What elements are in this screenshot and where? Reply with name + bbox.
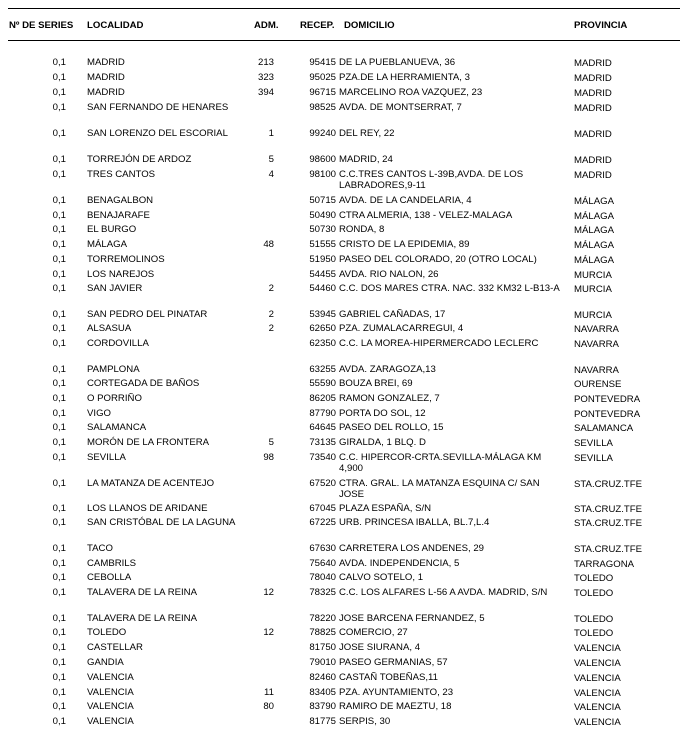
provincia-cell: MÁLAGA (574, 225, 614, 236)
series-cell: 0,1 (52, 378, 66, 389)
recep-cell: 87790 (309, 408, 336, 419)
domicilio-cell: COMERCIO, 27 (339, 627, 408, 638)
series-cell: 0,1 (52, 716, 66, 727)
recep-cell: 62350 (309, 338, 336, 349)
provincia-cell: VALENCIA (574, 688, 621, 699)
series-cell: 0,1 (52, 57, 66, 68)
series-cell: 0,1 (52, 87, 66, 98)
localidad-cell: SEVILLA (87, 452, 126, 463)
series-cell: 0,1 (52, 195, 66, 206)
recep-cell: 73540 (309, 452, 336, 463)
recep-cell: 83790 (309, 701, 336, 712)
header-domicilio: DOMICILIO (344, 20, 395, 31)
series-cell: 0,1 (52, 627, 66, 638)
recep-cell: 50730 (309, 224, 336, 235)
domicilio-cell: C.C. DOS MARES CTRA. NAC. 332 KM32 L-B13-A (339, 283, 560, 294)
provincia-cell: OURENSE (574, 379, 622, 390)
series-cell: 0,1 (52, 210, 66, 221)
localidad-cell: TORREJÓN DE ARDOZ (87, 154, 192, 165)
localidad-cell: SALAMANCA (87, 422, 147, 433)
recep-cell: 67225 (309, 517, 336, 528)
recep-cell: 96715 (309, 87, 336, 98)
domicilio-cell: JOSE SIURANA, 4 (339, 642, 421, 653)
domicilio-cell: PASEO DEL ROLLO, 15 (339, 422, 444, 433)
recep-cell: 62650 (309, 323, 336, 334)
series-cell: 0,1 (52, 672, 66, 683)
localidad-cell: MADRID (87, 87, 125, 98)
header-rule (8, 40, 680, 41)
domicilio-cell: C.C.TRES CANTOS L-39B,AVDA. DE LOS LABRADORES,9-11 (339, 169, 524, 191)
recep-cell: 53945 (309, 309, 336, 320)
provincia-cell: TARRAGONA (574, 559, 635, 570)
provincia-cell: PONTEVEDRA (574, 394, 641, 405)
recep-cell: 99240 (309, 128, 336, 139)
provincia-cell: STA.CRUZ.TFE (574, 544, 643, 555)
header-recep: RECEP. (300, 20, 335, 31)
series-cell: 0,1 (52, 701, 66, 712)
recep-cell: 95415 (309, 57, 336, 68)
adm-cell: 12 (263, 627, 274, 638)
domicilio-cell: CTRA ALMERIA, 138 - VELEZ-MALAGA (339, 210, 513, 221)
provincia-cell: STA.CRUZ.TFE (574, 504, 643, 515)
recep-cell: 86205 (309, 393, 336, 404)
recep-cell: 78220 (309, 613, 336, 624)
localidad-cell: LOS LLANOS DE ARIDANE (87, 503, 208, 514)
provincia-cell: TOLEDO (574, 614, 614, 625)
localidad-cell: VALENCIA (87, 687, 134, 698)
adm-cell: 5 (268, 437, 274, 448)
recep-cell: 75640 (309, 558, 336, 569)
domicilio-cell: CARRETERA LOS ANDENES, 29 (339, 543, 485, 554)
provincia-cell: STA.CRUZ.TFE (574, 518, 643, 529)
recep-cell: 81775 (309, 716, 336, 727)
recep-cell: 83405 (309, 687, 336, 698)
localidad-cell: SAN PEDRO DEL PINATAR (87, 309, 208, 320)
adm-cell: 48 (263, 239, 274, 250)
provincia-cell: SEVILLA (574, 438, 613, 449)
localidad-cell: TALAVERA DE LA REINA (87, 613, 198, 624)
provincia-cell: TOLEDO (574, 573, 614, 584)
adm-cell: 12 (263, 587, 274, 598)
series-cell: 0,1 (52, 283, 66, 294)
series-cell: 0,1 (52, 543, 66, 554)
series-cell: 0,1 (52, 478, 66, 489)
domicilio-cell: PZA.DE LA HERRAMIENTA, 3 (339, 72, 470, 83)
recep-cell: 54455 (309, 269, 336, 280)
adm-cell: 80 (263, 701, 274, 712)
provincia-cell: STA.CRUZ.TFE (574, 479, 643, 490)
localidad-cell: TOLEDO (87, 627, 127, 638)
provincia-cell: MURCIA (574, 310, 612, 321)
provincia-cell: MADRID (574, 155, 612, 166)
adm-cell: 2 (268, 283, 274, 294)
series-cell: 0,1 (52, 517, 66, 528)
domicilio-cell: RAMON GONZALEZ, 7 (339, 393, 440, 404)
series-cell: 0,1 (52, 128, 66, 139)
localidad-cell: SAN LORENZO DEL ESCORIAL (87, 128, 228, 139)
recep-cell: 78325 (309, 587, 336, 598)
recep-cell: 63255 (309, 364, 336, 375)
series-cell: 0,1 (52, 613, 66, 624)
adm-cell: 2 (268, 323, 274, 334)
localidad-cell: VALENCIA (87, 701, 134, 712)
top-rule (8, 8, 680, 9)
provincia-cell: MURCIA (574, 270, 612, 281)
series-cell: 0,1 (52, 687, 66, 698)
localidad-cell: SAN FERNANDO DE HENARES (87, 102, 229, 113)
localidad-cell: VALENCIA (87, 672, 134, 683)
header-adm: ADM. (254, 20, 279, 31)
adm-cell: 11 (264, 687, 274, 698)
localidad-cell: CAMBRILS (87, 558, 137, 569)
recep-cell: 67630 (309, 543, 336, 554)
recep-cell: 79010 (309, 657, 336, 668)
provincia-cell: MADRID (574, 103, 612, 114)
localidad-cell: CASTELLAR (87, 642, 143, 653)
series-cell: 0,1 (52, 452, 66, 463)
domicilio-cell: BOUZA BREI, 69 (339, 378, 413, 389)
localidad-cell: CEBOLLA (87, 572, 132, 583)
domicilio-cell: JOSE BARCENA FERNANDEZ, 5 (339, 613, 485, 624)
domicilio-cell: C.C. HIPERCOR-CRTA.SEVILLA-MÁLAGA KM 4,900 (339, 452, 542, 474)
localidad-cell: VALENCIA (87, 716, 134, 727)
provincia-cell: MADRID (574, 73, 612, 84)
provincia-cell: MÁLAGA (574, 196, 614, 207)
provincia-cell: VALENCIA (574, 702, 621, 713)
domicilio-cell: MADRID, 24 (339, 154, 393, 165)
domicilio-cell: SERPIS, 30 (339, 716, 391, 727)
provincia-cell: MADRID (574, 129, 612, 140)
provincia-cell: VALENCIA (574, 643, 621, 654)
localidad-cell: TORREMOLINOS (87, 254, 165, 265)
localidad-cell: MADRID (87, 72, 125, 83)
series-cell: 0,1 (52, 338, 66, 349)
series-cell: 0,1 (52, 224, 66, 235)
domicilio-cell: AVDA. RIO NALON, 26 (339, 269, 439, 280)
recep-cell: 51555 (309, 239, 336, 250)
series-cell: 0,1 (52, 309, 66, 320)
domicilio-cell: C.C. LOS ALFARES L-56 A AVDA. MADRID, S/N (339, 587, 548, 598)
domicilio-cell: CASTAÑ TOBEÑAS,11 (339, 672, 438, 683)
provincia-cell: NAVARRA (574, 339, 619, 350)
recep-cell: 54460 (309, 283, 336, 294)
adm-cell: 213 (257, 57, 274, 68)
recep-cell: 51950 (309, 254, 336, 265)
adm-cell: 1 (268, 128, 274, 139)
localidad-cell: EL BURGO (87, 224, 137, 235)
provincia-cell: TOLEDO (574, 588, 614, 599)
localidad-cell: BENAGALBON (87, 195, 154, 206)
series-cell: 0,1 (52, 169, 66, 180)
provincia-cell: NAVARRA (574, 365, 619, 376)
adm-cell: 2 (268, 309, 274, 320)
series-cell: 0,1 (52, 642, 66, 653)
localidad-cell: VIGO (87, 408, 111, 419)
header-localidad: LOCALIDAD (87, 20, 144, 31)
provincia-cell: VALENCIA (574, 658, 621, 669)
domicilio-cell: GABRIEL CAÑADAS, 17 (339, 309, 446, 320)
domicilio-cell: AVDA. DE LA CANDELARIA, 4 (339, 195, 472, 206)
domicilio-cell: AVDA. DE MONTSERRAT, 7 (339, 102, 462, 113)
provincia-cell: MÁLAGA (574, 240, 614, 251)
localidad-cell: CORTEGADA DE BAÑOS (87, 378, 200, 389)
header-provincia: PROVINCIA (574, 20, 628, 31)
adm-cell: 323 (257, 72, 274, 83)
series-cell: 0,1 (52, 558, 66, 569)
recep-cell: 64645 (309, 422, 336, 433)
provincia-cell: NAVARRA (574, 324, 619, 335)
localidad-cell: GANDIA (87, 657, 124, 668)
adm-cell: 394 (257, 87, 274, 98)
recep-cell: 98100 (309, 169, 336, 180)
domicilio-cell: URB. PRINCESA IBALLA, BL.7,L.4 (339, 517, 490, 528)
recep-cell: 67520 (309, 478, 336, 489)
recep-cell: 81750 (309, 642, 336, 653)
localidad-cell: MÁLAGA (87, 239, 127, 250)
localidad-cell: LOS NAREJOS (87, 269, 155, 280)
series-cell: 0,1 (52, 393, 66, 404)
provincia-cell: MADRID (574, 88, 612, 99)
localidad-cell: BENAJARAFE (87, 210, 150, 221)
localidad-cell: ALSASUA (87, 323, 132, 334)
series-cell: 0,1 (52, 408, 66, 419)
domicilio-cell: PORTA DO SOL, 12 (339, 408, 426, 419)
localidad-cell: MADRID (87, 57, 125, 68)
recep-cell: 55590 (309, 378, 336, 389)
localidad-cell: SAN CRISTÓBAL DE LA LAGUNA (87, 517, 236, 528)
domicilio-cell: CRISTO DE LA EPIDEMIA, 89 (339, 239, 470, 250)
domicilio-cell: PASEO DEL COLORADO, 20 (OTRO LOCAL) (339, 254, 537, 265)
domicilio-cell: DE LA PUEBLANUEVA, 36 (339, 57, 456, 68)
series-cell: 0,1 (52, 254, 66, 265)
localidad-cell: PAMPLONA (87, 364, 140, 375)
localidad-cell: SAN JAVIER (87, 283, 143, 294)
series-cell: 0,1 (52, 364, 66, 375)
domicilio-cell: DEL REY, 22 (339, 128, 395, 139)
recep-cell: 82460 (309, 672, 336, 683)
localidad-cell: TALAVERA DE LA REINA (87, 587, 198, 598)
localidad-cell: TRES CANTOS (87, 169, 156, 180)
localidad-cell: TACO (87, 543, 113, 554)
series-cell: 0,1 (52, 269, 66, 280)
domicilio-cell: PZA. AYUNTAMIENTO, 23 (339, 687, 454, 698)
recep-cell: 50490 (309, 210, 336, 221)
series-cell: 0,1 (52, 323, 66, 334)
domicilio-cell: PASEO GERMANIAS, 57 (339, 657, 448, 668)
provincia-cell: PONTEVEDRA (574, 409, 641, 420)
domicilio-cell: AVDA. ZARAGOZA,13 (339, 364, 436, 375)
provincia-cell: MADRID (574, 58, 612, 69)
provincia-cell: TOLEDO (574, 628, 614, 639)
provincia-cell: VALENCIA (574, 717, 621, 728)
header-series: Nº DE SERIES (9, 20, 74, 31)
domicilio-cell: AVDA. INDEPENDENCIA, 5 (339, 558, 460, 569)
adm-cell: 5 (268, 154, 274, 165)
series-cell: 0,1 (52, 239, 66, 250)
provincia-cell: SALAMANCA (574, 423, 634, 434)
provincia-cell: MURCIA (574, 284, 612, 295)
provincia-cell: MADRID (574, 170, 612, 181)
series-cell: 0,1 (52, 587, 66, 598)
domicilio-cell: CALVO SOTELO, 1 (339, 572, 424, 583)
recep-cell: 98600 (309, 154, 336, 165)
domicilio-cell: C.C. LA MOREA-HIPERMERCADO LECLERC (339, 338, 539, 349)
domicilio-cell: RAMIRO DE MAEZTU, 18 (339, 701, 452, 712)
recep-cell: 73135 (309, 437, 336, 448)
adm-cell: 98 (263, 452, 274, 463)
domicilio-cell: PLAZA ESPAÑA, S/N (339, 503, 432, 514)
series-cell: 0,1 (52, 422, 66, 433)
series-cell: 0,1 (52, 657, 66, 668)
localidad-cell: O PORRIÑO (87, 393, 142, 404)
provincia-cell: MÁLAGA (574, 211, 614, 222)
recep-cell: 98525 (309, 102, 336, 113)
localidad-cell: LA MATANZA DE ACENTEJO (87, 478, 215, 489)
series-cell: 0,1 (52, 102, 66, 113)
localidad-cell: MORÓN DE LA FRONTERA (87, 437, 210, 448)
provincia-cell: VALENCIA (574, 673, 621, 684)
recep-cell: 95025 (309, 72, 336, 83)
series-cell: 0,1 (52, 154, 66, 165)
recep-cell: 50715 (309, 195, 336, 206)
domicilio-cell: RONDA, 8 (339, 224, 385, 235)
domicilio-cell: CTRA. GRAL. LA MATANZA ESQUINA C/ SAN JOSE (339, 478, 540, 500)
recep-cell: 78040 (309, 572, 336, 583)
series-cell: 0,1 (52, 72, 66, 83)
localidad-cell: CORDOVILLA (87, 338, 149, 349)
provincia-cell: SEVILLA (574, 453, 613, 464)
recep-cell: 78825 (309, 627, 336, 638)
series-cell: 0,1 (52, 503, 66, 514)
domicilio-cell: GIRALDA, 1 BLQ. D (339, 437, 426, 448)
domicilio-cell: MARCELINO ROA VAZQUEZ, 23 (339, 87, 483, 98)
domicilio-cell: PZA. ZUMALACARREGUI, 4 (339, 323, 464, 334)
recep-cell: 67045 (309, 503, 336, 514)
adm-cell: 4 (268, 169, 274, 180)
provincia-cell: MÁLAGA (574, 255, 614, 266)
series-cell: 0,1 (52, 437, 66, 448)
series-cell: 0,1 (52, 572, 66, 583)
